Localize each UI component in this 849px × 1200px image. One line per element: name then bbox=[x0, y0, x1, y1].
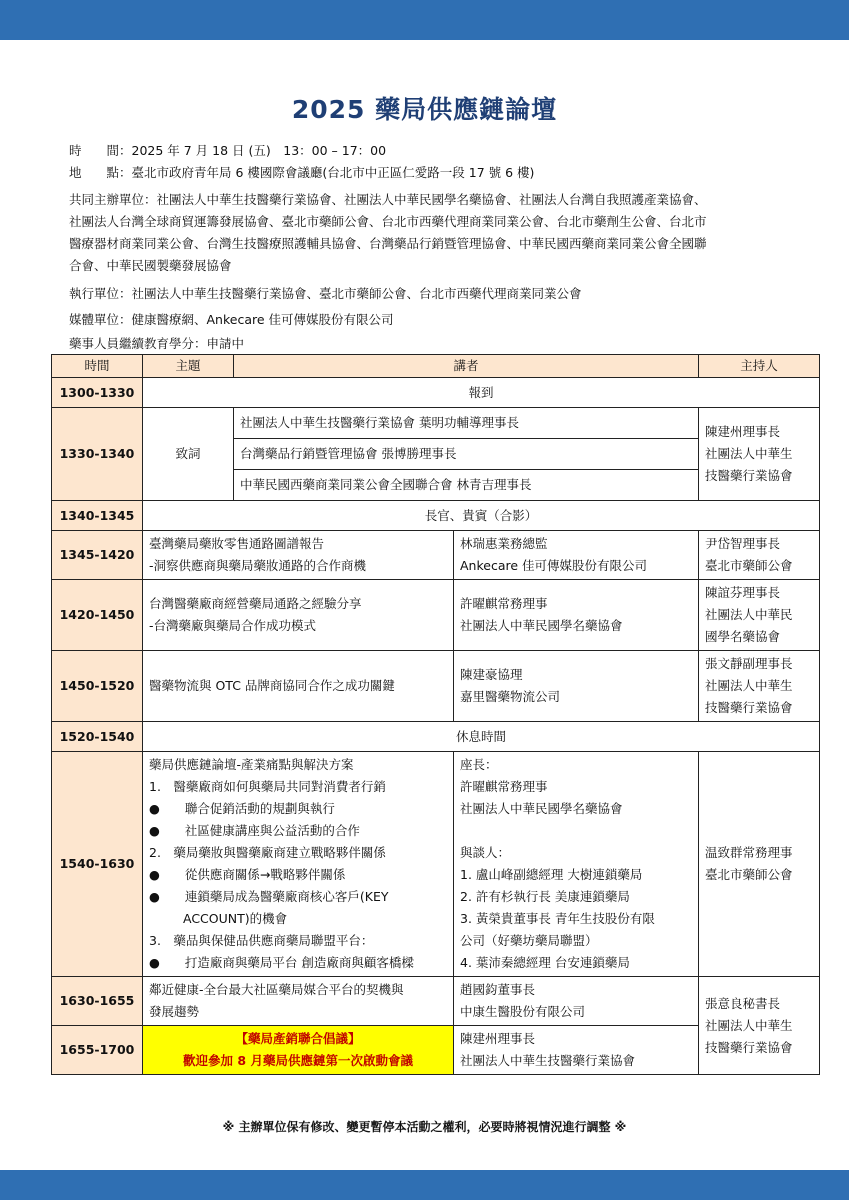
host-line: 社團法人中華生 bbox=[705, 1017, 793, 1033]
row-time: 1540-1630 bbox=[52, 752, 143, 977]
topic-line: 3. 藥品與保健品供應商藥局聯盟平台： bbox=[149, 933, 374, 948]
bottom-banner bbox=[0, 1170, 849, 1200]
co-hosts bbox=[69, 189, 829, 277]
speaker-line: 社團法人中華生技醫藥行業協會 葉明功輔導理事長 bbox=[234, 408, 699, 439]
host-line: 國學名藥協會 bbox=[705, 629, 781, 644]
table-row bbox=[52, 408, 820, 439]
header-host: 主持人 bbox=[699, 355, 820, 378]
row-text: 休息時間 bbox=[143, 722, 820, 752]
row-time: 1340-1345 bbox=[52, 501, 143, 531]
table-row bbox=[52, 531, 820, 580]
host-line: 技醫藥行業協會 bbox=[705, 1039, 793, 1055]
topic-line: ACCOUNT)的機會 bbox=[183, 911, 288, 926]
speaker-line: 社團法人中華生技醫藥行業協會 bbox=[460, 1053, 636, 1068]
event-venue: 地 點：臺北市政府青年局 6 樓國際會議廳(台北市中正區仁愛路一段 17 號 6 樓) bbox=[69, 165, 535, 180]
co-hosts-line: 社團法人台灣全球商貿運籌發展協會、臺北市藥師公會、台北市西藥代理商業同業公會、台北市藥劑生公會、台北市 bbox=[69, 214, 707, 229]
topic-line: 臺灣藥局藥妝零售通路圖譜報告 bbox=[149, 536, 325, 551]
speaker-line: 社團法人中華民國學名藥協會 bbox=[460, 618, 623, 633]
speaker-line: 嘉里醫藥物流公司 bbox=[460, 689, 561, 704]
speaker-line: 2. 許有杉執行長 美康連鎖藥局 bbox=[460, 889, 630, 904]
row-speaker bbox=[454, 752, 699, 977]
topic-line: 1. 醫藥廠商如何與藥局共同對消費者行銷 bbox=[149, 779, 386, 794]
topic-line: ● 聯合促銷活動的規劃與執行 bbox=[149, 801, 335, 816]
speaker-line bbox=[460, 820, 692, 842]
media-units: 媒體單位：健康醫療網、Ankecare 佳可傳媒股份有限公司 bbox=[69, 312, 394, 327]
table-row bbox=[52, 651, 820, 722]
header-topic: 主題 bbox=[143, 355, 234, 378]
row-topic bbox=[143, 752, 454, 977]
host-line: 温致群常務理事 bbox=[705, 845, 793, 860]
host-line: 社團法人中華生 bbox=[705, 446, 793, 461]
co-hosts-line: 醫療器材商業同業公會、台灣生技醫療照護輔具協會、台灣藥品行銷暨管理協會、中華民國西藥商業同業公會全國聯 bbox=[69, 236, 707, 251]
host-line: 張文靜副理事長 bbox=[705, 656, 793, 671]
row-time: 1655-1700 bbox=[52, 1026, 143, 1075]
host-line: 臺北市藥師公會 bbox=[705, 867, 793, 882]
topic-line: ● 打造廠商與藥局平台 創造廠商與顧客橋樑 bbox=[149, 955, 414, 970]
speaker-line: 陳建州理事長 bbox=[460, 1031, 536, 1046]
table-row bbox=[52, 580, 820, 651]
host-line: 尹岱智理事長 bbox=[705, 536, 781, 551]
table-header-row bbox=[52, 355, 820, 378]
row-time: 1330-1340 bbox=[52, 408, 143, 501]
initiative-highlight bbox=[143, 1026, 454, 1075]
speaker-line: 中康生醫股份有限公司 bbox=[460, 1004, 586, 1019]
topic-line: 台灣醫藥廠商經營藥局通路之經驗分享 bbox=[149, 596, 362, 611]
speaker-line: 座長： bbox=[460, 757, 498, 772]
speaker-line: 陳建豪協理 bbox=[460, 667, 523, 682]
table-row bbox=[52, 722, 820, 752]
speaker-line: 與談人： bbox=[460, 845, 511, 860]
host-line: 陳誼芬理事長 bbox=[705, 585, 781, 600]
row-speaker bbox=[454, 531, 699, 580]
row-host bbox=[699, 977, 820, 1075]
row-speaker bbox=[454, 580, 699, 651]
continuing-education: 藥事人員繼續教育學分：申請中 bbox=[69, 336, 245, 351]
row-topic bbox=[143, 531, 454, 580]
row-time: 1420-1450 bbox=[52, 580, 143, 651]
host-line: 張意良秘書長 bbox=[705, 995, 781, 1011]
host-line: 臺北市藥師公會 bbox=[705, 558, 793, 573]
row-host bbox=[699, 752, 820, 977]
executor-units: 執行單位：社團法人中華生技醫藥行業協會、臺北市藥師公會、台北市西藥代理商業同業公會 bbox=[69, 286, 582, 301]
topic-line: ● 從供應商關係→戰略夥伴關係 bbox=[149, 867, 346, 882]
co-hosts-line: 合會、中華民國製藥發展協會 bbox=[69, 258, 232, 273]
co-hosts-line: 共同主辦單位：社團法人中華生技醫藥行業協會、社團法人中華民國學名藥協會、社團法人台灣自我照護產業協會、 bbox=[69, 192, 707, 207]
speaker-line: 1. 盧山峰副總經理 大樹連鎖藥局 bbox=[460, 867, 643, 882]
topic-line: 歡迎參加 8 月藥局供應鏈第一次啟動會議 bbox=[183, 1053, 413, 1068]
speaker-line: 中華民國西藥商業同業公會全國聯合會 林青吉理事長 bbox=[234, 470, 699, 501]
speaker-line: 公司（好藥坊藥局聯盟） bbox=[460, 933, 598, 948]
table-row bbox=[52, 501, 820, 531]
topic-line: ● 連鎖藥局成為醫藥廠商核心客戶(KEY bbox=[149, 889, 389, 904]
topic-line: 發展趨勢 bbox=[149, 1004, 200, 1019]
host-line: 技醫藥行業協會 bbox=[705, 468, 793, 483]
speaker-line: 3. 黃榮貴董事長 青年生技股份有限 bbox=[460, 911, 655, 926]
topic-line: 【藥局產銷聯合倡議】 bbox=[235, 1031, 361, 1046]
topic-line: ● 社區健康講座與公益活動的合作 bbox=[149, 823, 360, 838]
table-row bbox=[52, 752, 820, 977]
speaker-line: 4. 葉沛秦總經理 台安連鎖藥局 bbox=[460, 955, 630, 970]
topic-line: 藥局供應鏈論壇-產業痛點與解決方案 bbox=[149, 757, 354, 772]
speaker-line: Ankecare 佳可傳媒股份有限公司 bbox=[460, 558, 648, 573]
row-topic bbox=[143, 977, 454, 1026]
row-topic bbox=[143, 580, 454, 651]
top-banner bbox=[0, 0, 849, 40]
event-time: 時 間：2025 年 7 月 18 日 (五) 13：00 – 17：00 bbox=[69, 143, 387, 158]
topic-line: -洞察供應商與藥局藥妝通路的合作商機 bbox=[149, 558, 367, 573]
row-text: 報到 bbox=[143, 378, 820, 408]
row-time: 1520-1540 bbox=[52, 722, 143, 752]
header-speaker: 講者 bbox=[234, 355, 699, 378]
header-time: 時間 bbox=[52, 355, 143, 378]
row-host bbox=[699, 580, 820, 651]
speaker-line: 趙國鈞董事長 bbox=[460, 982, 536, 997]
page-title: 2025 藥局供應鏈論壇 bbox=[291, 95, 558, 124]
speaker-line: 林瑞惠業務總監 bbox=[460, 536, 548, 551]
row-speaker bbox=[454, 1026, 699, 1075]
speaker-line: 社團法人中華民國學名藥協會 bbox=[460, 801, 623, 816]
row-time: 1300-1330 bbox=[52, 378, 143, 408]
speaker-line: 許曜麒常務理事 bbox=[460, 596, 548, 611]
host-line: 陳建州理事長 bbox=[705, 424, 781, 439]
row-time: 1630-1655 bbox=[52, 977, 143, 1026]
row-topic: 致詞 bbox=[143, 408, 234, 501]
row-host bbox=[699, 408, 820, 501]
footer-note: ※ 主辦單位保有修改、變更暫停本活動之權利，必要時將視情況進行調整 ※ bbox=[222, 1120, 627, 1134]
row-host bbox=[699, 531, 820, 580]
table-row bbox=[52, 378, 820, 408]
topic-line: 2. 藥局藥妝與醫藥廠商建立戰略夥伴關係 bbox=[149, 845, 386, 860]
topic-line: 鄰近健康-全台最大社區藥局媒合平台的契機與 bbox=[149, 982, 404, 997]
host-line: 社團法人中華民 bbox=[705, 607, 793, 622]
speaker-line: 許曜麒常務理事 bbox=[460, 779, 548, 794]
row-host bbox=[699, 651, 820, 722]
row-topic: 醫藥物流與 OTC 品牌商協同合作之成功關鍵 bbox=[143, 651, 454, 722]
row-text: 長官、貴賓（合影） bbox=[143, 501, 820, 531]
row-speaker bbox=[454, 651, 699, 722]
schedule-table bbox=[51, 354, 820, 1075]
table-row bbox=[52, 977, 820, 1026]
row-time: 1450-1520 bbox=[52, 651, 143, 722]
row-speaker bbox=[454, 977, 699, 1026]
host-line: 社團法人中華生 bbox=[705, 678, 793, 693]
row-time: 1345-1420 bbox=[52, 531, 143, 580]
speaker-line: 台灣藥品行銷暨管理協會 張博勝理事長 bbox=[234, 439, 699, 470]
topic-line: -台灣藥廠與藥局合作成功模式 bbox=[149, 618, 317, 633]
host-line: 技醫藥行業協會 bbox=[705, 700, 793, 715]
